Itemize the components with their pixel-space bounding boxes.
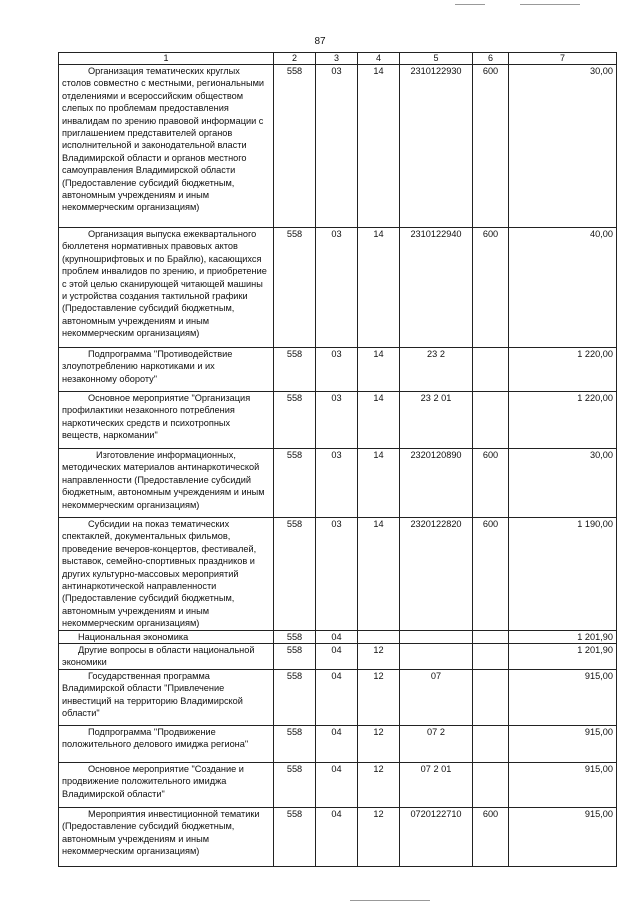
row-rz: 04 — [316, 725, 358, 762]
row-pr — [358, 630, 400, 643]
row-name: Субсидии на показ тематических спектаклей, документальных фильмов, проведение вечеров-концертов, фестивалей, выставок, семейно-спортивных праздников и других культурно-массовых мероприятий антинаркотической направленности (Предоставление субсидий бюджетным, автономным учреждениям и иным некоммерческим организациям) — [59, 518, 274, 631]
row-rz: 04 — [316, 669, 358, 725]
row-sum: 1 220,00 — [509, 392, 617, 449]
row-sum: 1 201,90 — [509, 630, 617, 643]
table-row — [59, 669, 617, 725]
table-row — [59, 644, 617, 670]
row-rz: 04 — [316, 630, 358, 643]
table-row — [59, 228, 617, 348]
row-rz: 03 — [316, 65, 358, 228]
row-sum: 30,00 — [509, 449, 617, 518]
row-name: Подпрограмма "Противодействие злоупотреблению наркотиками и их незаконному обороту" — [59, 348, 274, 392]
row-rz: 04 — [316, 762, 358, 807]
row-name: Организация тематических круглых столов совместно с местными, региональными отделениями и всероссийским обществом слепых по проблемам предоставления инвалидам по зрению правовой информации с приглашением представителей органов исполнительной и законодательной власти Владимирской области и органов местного самоуправления Владимирской области (Предоставление субсидий бюджетным, автономным учреждениям и иным некоммерческим организациям) — [59, 65, 274, 228]
row-grbs: 558 — [274, 762, 316, 807]
table-row — [59, 725, 617, 762]
row-vr — [473, 669, 509, 725]
row-csr: 07 2 — [400, 725, 473, 762]
row-grbs: 558 — [274, 65, 316, 228]
row-sum: 915,00 — [509, 725, 617, 762]
row-rz: 03 — [316, 392, 358, 449]
row-name: Основное мероприятие "Организация профилактики незаконного потребления наркотических средств и психотропных веществ, наркомании" — [59, 392, 274, 449]
table-row — [59, 449, 617, 518]
budget-table — [58, 52, 617, 867]
row-sum: 40,00 — [509, 228, 617, 348]
table-row — [59, 348, 617, 392]
row-vr: 600 — [473, 518, 509, 631]
row-csr — [400, 630, 473, 643]
row-vr — [473, 762, 509, 807]
row-name: Национальная экономика — [59, 630, 274, 643]
column-header: 5 — [400, 53, 473, 65]
row-csr: 2310122940 — [400, 228, 473, 348]
row-name: Другие вопросы в области национальной экономики — [59, 644, 274, 670]
table-row — [59, 807, 617, 866]
row-pr: 12 — [358, 669, 400, 725]
table-header-row — [59, 53, 617, 65]
row-name: Изготовление информационных, методических материалов антинаркотической направленности (Предоставление субсидий бюджетным, автономным учреждениям и иным некоммерческим организациям) — [59, 449, 274, 518]
row-pr: 14 — [358, 348, 400, 392]
row-sum: 1 190,00 — [509, 518, 617, 631]
table-row — [59, 630, 617, 643]
row-name: Мероприятия инвестиционной тематики (Предоставление субсидий бюджетным, автономным учреждениям и иным некоммерческим организациям) — [59, 807, 274, 866]
row-vr — [473, 644, 509, 670]
row-pr: 14 — [358, 449, 400, 518]
row-pr: 12 — [358, 807, 400, 866]
row-csr: 07 — [400, 669, 473, 725]
column-header: 4 — [358, 53, 400, 65]
row-sum: 915,00 — [509, 669, 617, 725]
row-vr — [473, 348, 509, 392]
table-row — [59, 518, 617, 631]
row-csr: 2320122820 — [400, 518, 473, 631]
row-sum: 1 201,90 — [509, 644, 617, 670]
column-header: 6 — [473, 53, 509, 65]
row-vr: 600 — [473, 807, 509, 866]
page-number: 87 — [314, 36, 326, 47]
row-rz: 04 — [316, 644, 358, 670]
row-grbs: 558 — [274, 807, 316, 866]
row-vr — [473, 630, 509, 643]
row-grbs: 558 — [274, 392, 316, 449]
row-csr: 23 2 01 — [400, 392, 473, 449]
row-pr: 14 — [358, 518, 400, 631]
row-rz: 03 — [316, 348, 358, 392]
row-pr: 14 — [358, 65, 400, 228]
row-csr: 2310122930 — [400, 65, 473, 228]
row-name: Государственная программа Владимирской области "Привлечение инвестиций на территорию Владимирской области" — [59, 669, 274, 725]
row-csr — [400, 644, 473, 670]
row-rz: 04 — [316, 807, 358, 866]
column-header: 3 — [316, 53, 358, 65]
row-grbs: 558 — [274, 669, 316, 725]
row-pr: 14 — [358, 228, 400, 348]
row-vr — [473, 392, 509, 449]
row-grbs: 558 — [274, 228, 316, 348]
row-grbs: 558 — [274, 630, 316, 643]
table-row — [59, 392, 617, 449]
row-vr: 600 — [473, 449, 509, 518]
row-csr: 2320120890 — [400, 449, 473, 518]
row-pr: 12 — [358, 725, 400, 762]
row-grbs: 558 — [274, 644, 316, 670]
column-header: 2 — [274, 53, 316, 65]
row-sum: 30,00 — [509, 65, 617, 228]
column-header: 7 — [509, 53, 617, 65]
row-rz: 03 — [316, 228, 358, 348]
row-name: Подпрограмма "Продвижение положительного делового имиджа региона" — [59, 725, 274, 762]
row-name: Основное мероприятие "Создание и продвижение положительного имиджа Владимирской области" — [59, 762, 274, 807]
row-pr: 14 — [358, 392, 400, 449]
row-vr: 600 — [473, 65, 509, 228]
scan-artifact — [455, 4, 485, 5]
row-rz: 03 — [316, 449, 358, 518]
row-pr: 12 — [358, 762, 400, 807]
scan-artifact — [350, 900, 430, 901]
row-grbs: 558 — [274, 725, 316, 762]
row-csr: 0720122710 — [400, 807, 473, 866]
table-row — [59, 65, 617, 228]
row-sum: 915,00 — [509, 762, 617, 807]
row-csr: 07 2 01 — [400, 762, 473, 807]
column-header: 1 — [59, 53, 274, 65]
row-grbs: 558 — [274, 518, 316, 631]
row-sum: 915,00 — [509, 807, 617, 866]
row-vr: 600 — [473, 228, 509, 348]
row-pr: 12 — [358, 644, 400, 670]
row-csr: 23 2 — [400, 348, 473, 392]
row-grbs: 558 — [274, 449, 316, 518]
row-rz: 03 — [316, 518, 358, 631]
row-vr — [473, 725, 509, 762]
scan-artifact — [520, 4, 580, 5]
table-row — [59, 762, 617, 807]
row-name: Организация выпуска ежеквартального бюллетеня нормативных правовых актов (крупношрифтовых и по Брайлю), касающихся проблем инвалидов по зрению, и приобретение с этой целью сканирующей читающей машины и устройства создания тактильной графики (Предоставление субсидий бюджетным, автономным учреждениям и иным некоммерческим организациям) — [59, 228, 274, 348]
row-sum: 1 220,00 — [509, 348, 617, 392]
row-grbs: 558 — [274, 348, 316, 392]
